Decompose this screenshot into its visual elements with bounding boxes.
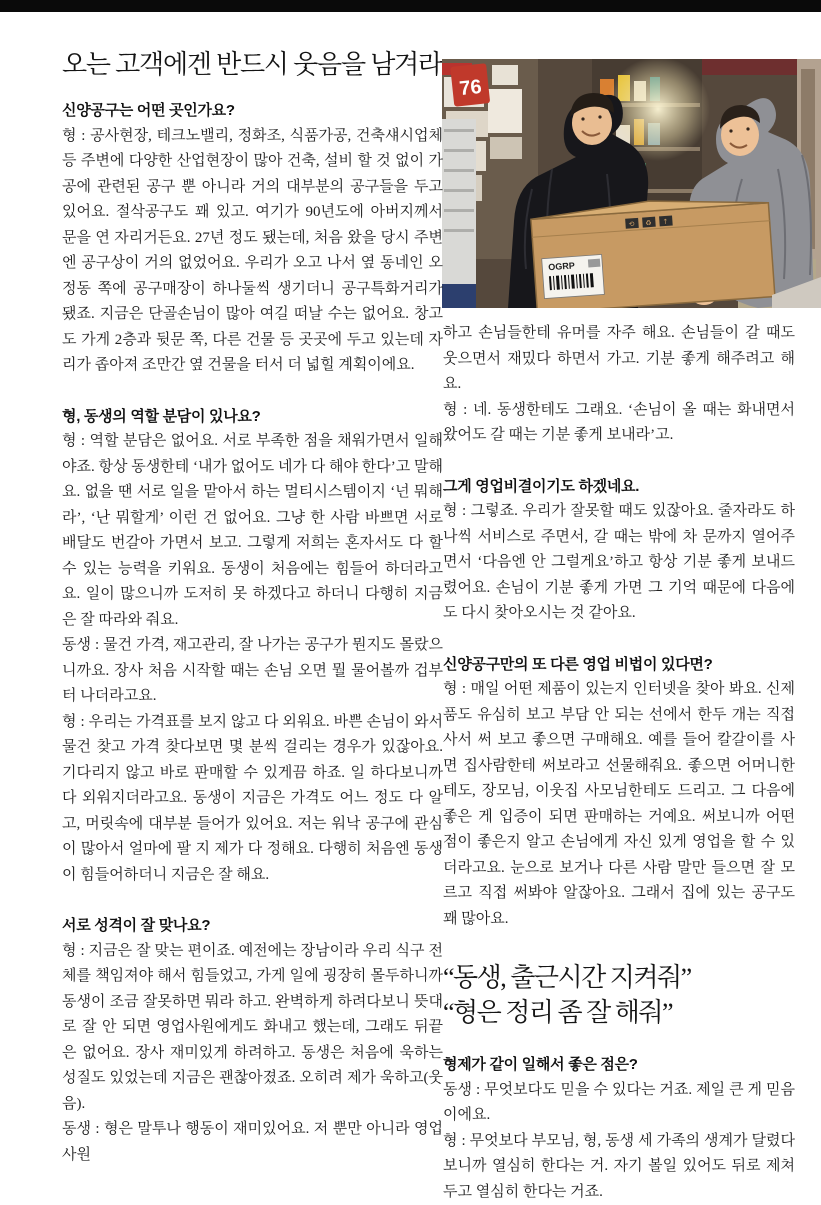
paragraph: 형 : 우리는 가격표를 보지 않고 다 외워요. 바쁜 손님이 와서 물건 찾고 가격 찾다보면 몇 분씩 걸리는 경우가 있잖아요. 기다리지 않고 바로 판매할 수 있게끔 하죠. 일 하다보니까 다 외워지더라고요. 동생이 지금은 가격도 어느 정도 다 알고, 머릿속에 대부분 들어가 있어요. 저는 워낙 공구에 관심이 많아서 얼마에 팔 지 제가 다 정해요. 다행히 처음엔 동생이 힘들어하더니 지금은 잘 해요. <box>62 710 443 889</box>
paragraph: 동생 : 형은 말투나 행동이 재미있어요. 저 뿐만 아니라 영업사원 <box>62 1117 443 1168</box>
right-column <box>443 321 795 1205</box>
top-rule <box>0 0 821 12</box>
paragraph: 형 : 공사현장, 테크노밸리, 정화조, 식품가공, 건축섀시업체 등 주변에 다양한 산업현장이 많아 건축, 설비 할 것 없이 가공에 관련된 공구 뿐 아니라 거의 대부분의 공구들을 두고 있어요. 절삭공구도 꽤 있고. 여기가 90년도에 아버지께서 문을 연 자리거든요. 27년 정도 됐는데, 처음 왔을 당시 주변엔 공구상이 거의 없었어요. 우리가 오고 나서 옆 동네인 오정동 쪽에 공구매장이 하나둘씩 생기더니 공구특화거리가 됐죠. 지금은 단골손님이 많아 여길 떠날 수는 없어요. 창고도 가게 2층과 뒷문 쪽, 다른 건물 등 곳곳에 두고 있는데 자리가 좁아져 조만간 옆 건물을 터서 더 넓힐 계획이에요. <box>62 124 443 379</box>
section-heading: 형제가 같이 일해서 좋은 점은? <box>443 1052 795 1078</box>
box-shipping-label <box>542 255 605 299</box>
section-heading: 형, 동생의 역할 분담이 있나요? <box>62 404 443 430</box>
pull-quote <box>443 960 795 1030</box>
left-column <box>62 98 443 1168</box>
paragraph: 형 : 지금은 잘 맞는 편이죠. 예전에는 장남이라 우리 식구 전체를 책임져야 해서 힘들었고, 가게 일에 굉장히 몰두하니까 동생이 조금 잘못하면 뭐라 하고. 완벽하게 하려다보니 뜻대로 잘 안 되면 영업사원에게도 화내고 했는데, 그래도 뒤끝은 없어요. 장사 재미있게 하려하고. 동생은 처음에 욱하는 성질도 있었는데 지금은 괜찮아졌죠. 오히려 제가 욱하고(웃음). <box>62 939 443 1118</box>
section-heading: 신양공구는 어떤 곳인가요? <box>62 98 443 124</box>
article-section <box>62 913 443 1168</box>
svg-text:↑: ↑ <box>662 218 668 226</box>
svg-text:⟲: ⟲ <box>628 220 635 228</box>
paragraph: 형 : 무엇보다 부모님, 형, 동생 세 가족의 생계가 달렸다 보니까 열심히 한다는 거. 자기 볼일 있어도 뒤로 제쳐두고 열심히 한다는 거죠. <box>443 1129 795 1205</box>
article-section <box>443 474 795 627</box>
sign-76 <box>450 63 490 107</box>
svg-text:♻: ♻ <box>645 219 652 227</box>
box-label-text: OGRP <box>548 260 575 272</box>
section-heading: 그게 영업비결이기도 하겠네요. <box>443 474 795 500</box>
paragraph: 하고 손님들한테 유머를 자주 해요. 손님들이 갈 때도 웃으면서 재밌다 하면서 가고. 기분 좋게 해주려고 해요. <box>443 321 795 398</box>
pull-quote-line: “형은 정리 좀 잘 해줘” <box>443 995 795 1030</box>
article-title: 오는 고객에겐 반드시 웃음을 남겨라 <box>62 48 442 82</box>
section-heading: 신양공구만의 또 다른 영업 비법이 있다면? <box>443 652 795 678</box>
paragraph: 형 : 네. 동생한테도 그래요. ‘손님이 올 때는 화내면서 왔어도 갈 때는 기분 좋게 보내라’고. <box>443 398 795 449</box>
paragraph: 형 : 그렇죠. 우리가 잘못할 때도 있잖아요. 줄자라도 하나씩 서비스로 주면서, 갈 때는 밖에 차 문까지 열어주면서 ‘다음엔 안 그럴게요’하고 항상 기분 좋게 보내드렸어요. 손님이 기분 좋게 가면 그 기억 때문에 다음에도 다시 찾아오시는 것 같아요. <box>443 499 795 627</box>
paragraph: 형 : 매일 어떤 제품이 있는지 인터넷을 찾아 봐요. 신제품도 유심히 보고 부담 안 되는 선에서 한두 개는 직접 사서 써 보고 좋으면 구매해요. 예를 들어 칼갈이를 사면 집사람한테 써보라고 선물해줘요. 좋으면 어머니한테도, 장모님, 이웃집 사모님한테도 드리고. 그 다음에 좋은 게 입증이 되면 판매하는 거예요. 써보니까 어떤 점이 좋은지 알고 손님에게 자신 있게 영업을 할 수 있더라고요. 눈으로 보거나 다른 사람 말만 들으면 잘 모르고 직접 써봐야 알잖아요. 그래서 집에 있는 공구도 꽤 많아요. <box>443 677 795 932</box>
pull-quote-line: “동생, 출근시간 지켜줘” <box>443 960 795 995</box>
article-section <box>443 1052 795 1205</box>
section-heading: 서로 성격이 잘 맞나요? <box>62 913 443 939</box>
photo-left-rack <box>442 119 476 308</box>
paragraph: 형 : 역할 분담은 없어요. 서로 부족한 점을 채워가면서 일해야죠. 항상 동생한테 ‘내가 없어도 네가 다 해야 한다’고 말해요. 없을 땐 서로 일을 맡아서 하는 멀티시스템이지 ‘넌 뭐해라’, ‘난 뭐할게’ 이런 건 없어요. 그냥 한 사람 바쁘면 서로 배달도 번갈아 가면서 보고. 그렇게 저희는 혼자서도 다 할 수 있는 능력을 키워요. 동생이 처음에는 힘들어 하더라고요. 일이 많으니까 도저히 못 하겠다고 하더니 다행히 지금은 잘 따라와 줘요. <box>62 429 443 633</box>
article-section <box>62 98 443 379</box>
sign-76-text: 76 <box>458 76 482 100</box>
store-photo-illustration <box>442 59 821 308</box>
paragraph: 동생 : 물건 가격, 재고관리, 잘 나가는 공구가 뭔지도 몰랐으니까요. 장사 처음 시작할 때는 손님 오면 뭘 물어볼까 겁부터 나더라고요. <box>62 633 443 710</box>
paragraph: 동생 : 무엇보다도 믿을 수 있다는 거죠. 제일 큰 게 믿음이에요. <box>443 1078 795 1129</box>
article-section <box>443 652 795 933</box>
store-photo <box>442 59 821 308</box>
article-section <box>62 404 443 889</box>
